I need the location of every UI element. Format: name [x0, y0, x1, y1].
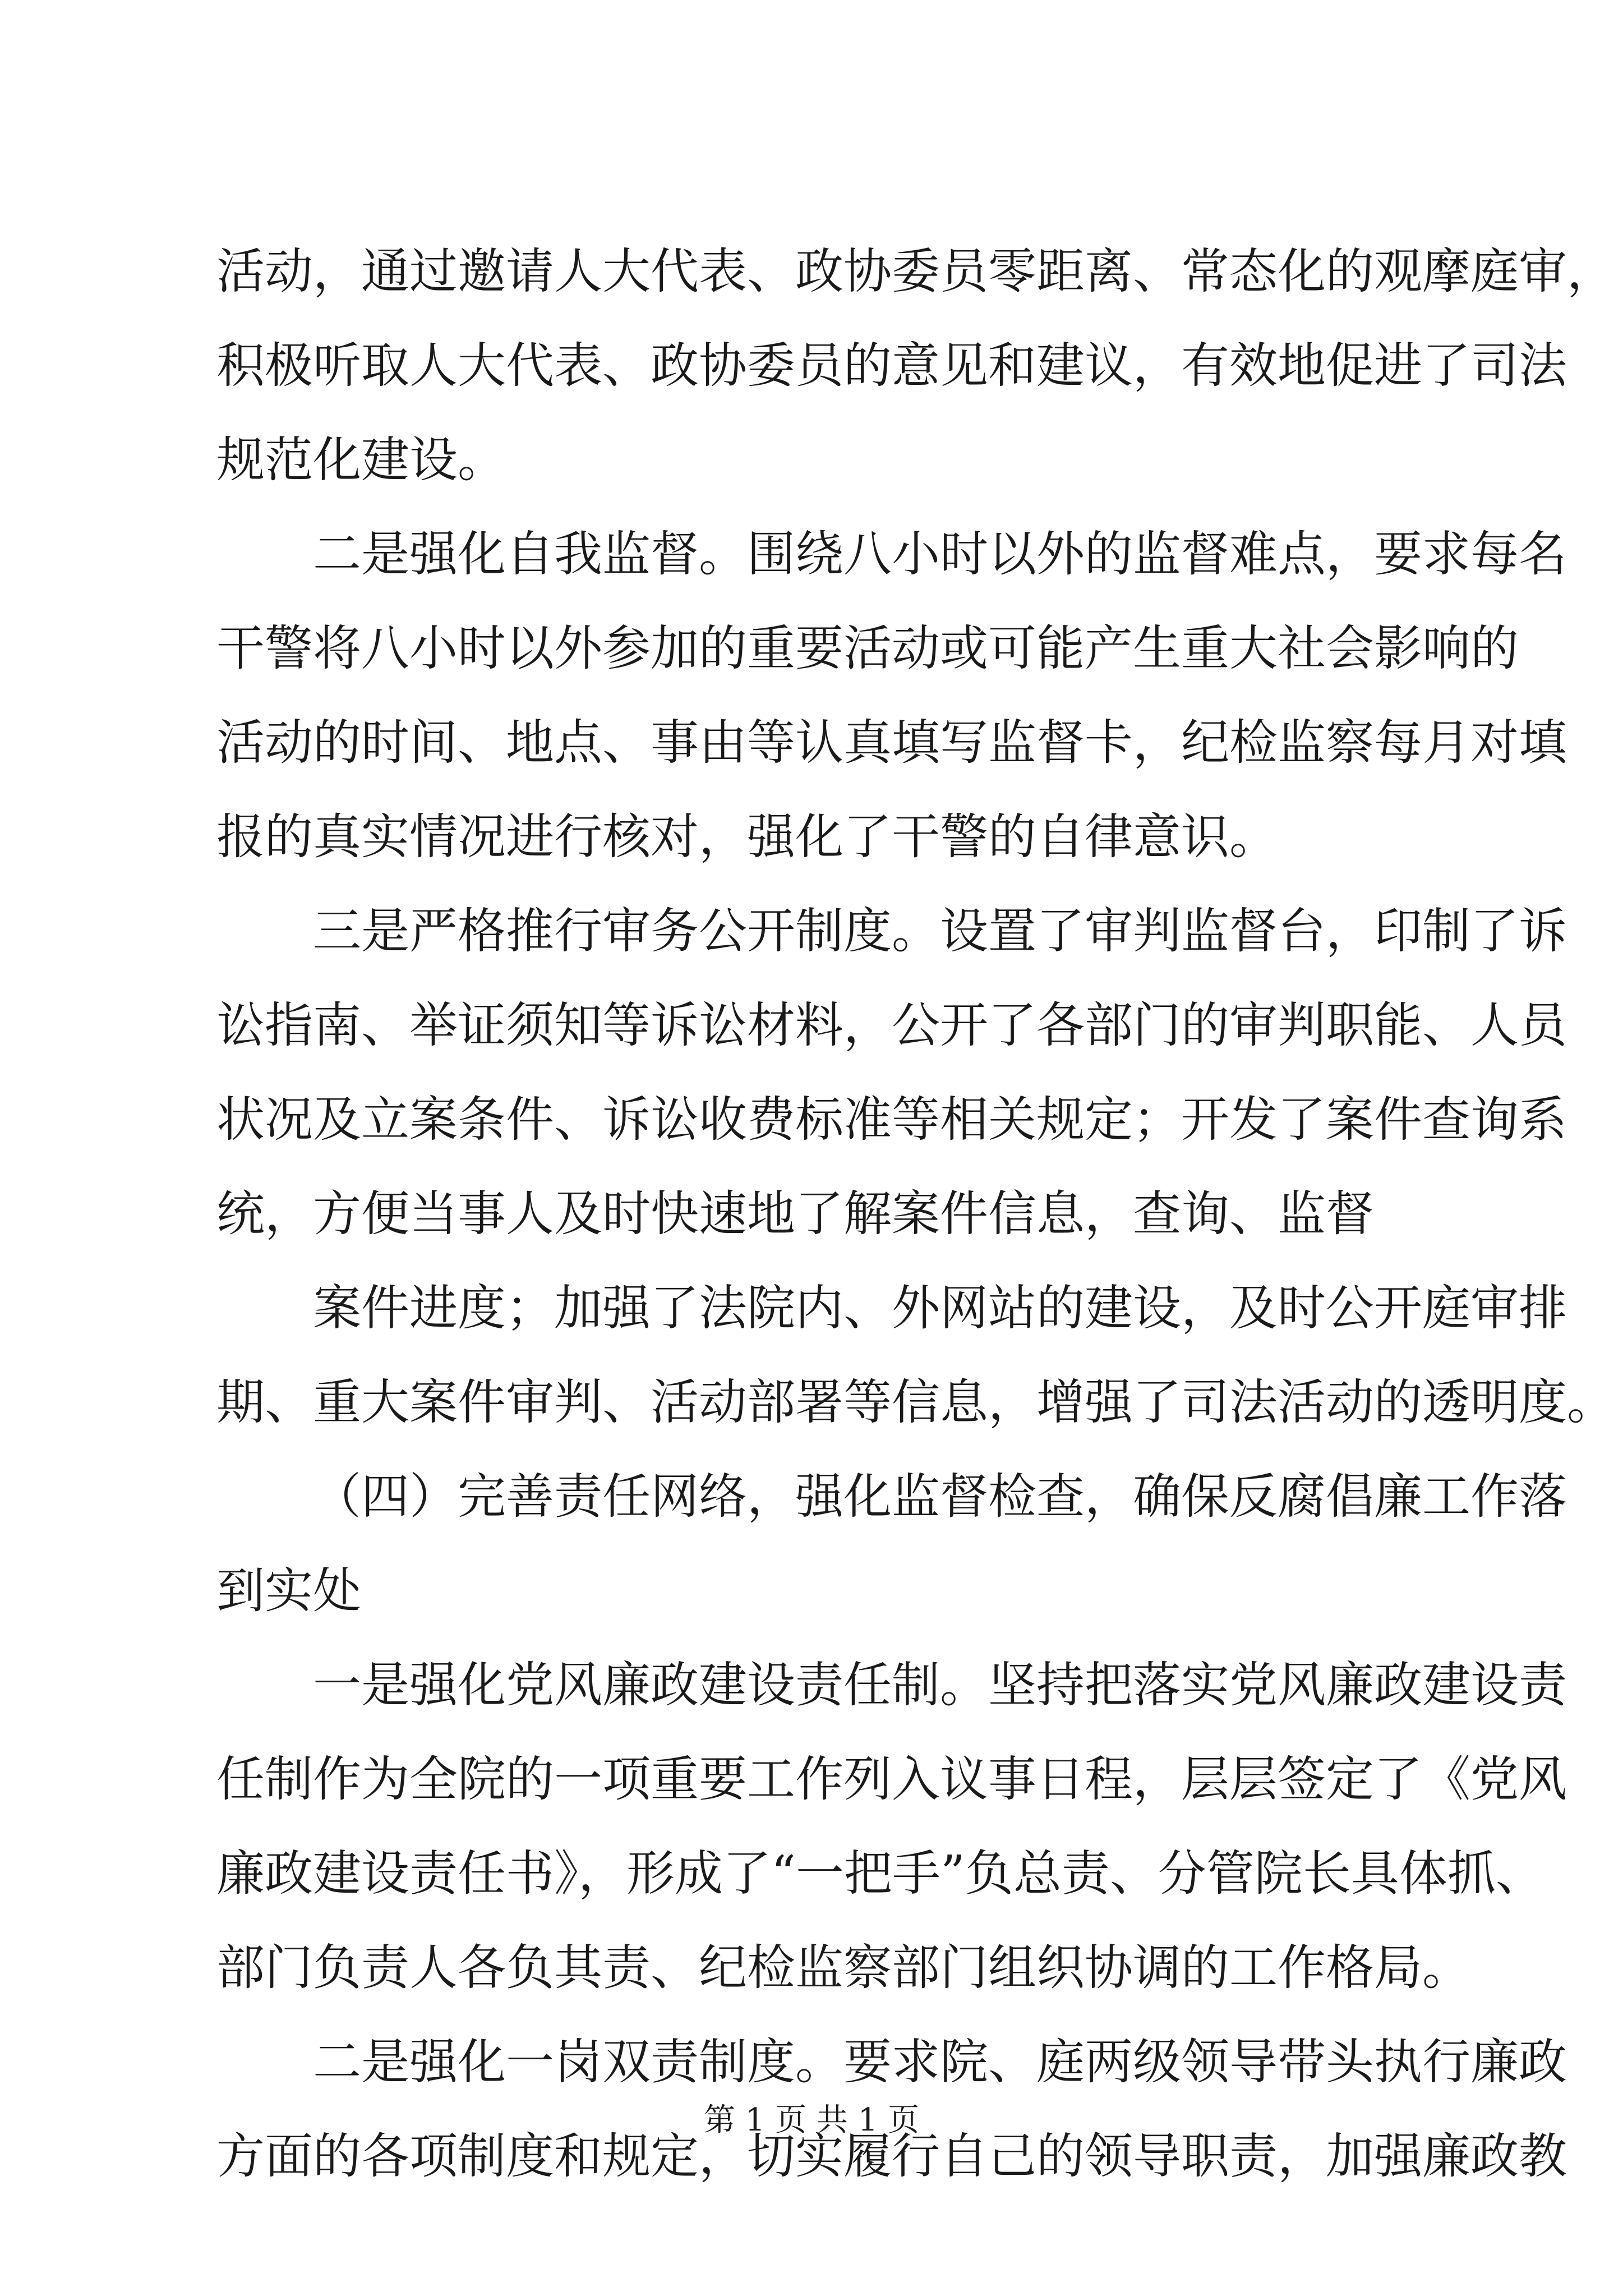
text-line: 报的真实情况进行核对，强化了干警的自律意识。: [216, 809, 1278, 865]
text-line: 方面的各项制度和规定，切实履行自己的领导职责，加强廉政教: [216, 2128, 1567, 2184]
text-line: 统，方便当事人及时快速地了解案件信息，查询、监督: [216, 1186, 1374, 1242]
section-heading-continued: 到实处: [216, 1563, 361, 1619]
text-line: 案件进度；加强了法院内、外网站的建设，及时公开庭审排: [313, 1280, 1567, 1336]
text-line: 一是强化党风廉政建设责任制。坚持把落实党风廉政建设责: [313, 1657, 1567, 1713]
page-footer: [0, 2098, 1623, 2143]
text-line: 部门负责人各负其责、纪检监察部门组织协调的工作格局。: [216, 1940, 1470, 1996]
text-line: 任制作为全院的一项重要工作列入议事日程，层层签定了《党风: [216, 1751, 1567, 1807]
text-line: 讼指南、举证须知等诉讼材料，公开了各部门的审判职能、人员: [216, 997, 1567, 1053]
text-line: 状况及立案条件、诉讼收费标准等相关规定；开发了案件查询系: [216, 1092, 1567, 1148]
document-body: [216, 224, 1615, 2203]
text-line: 规范化建设。: [216, 432, 506, 488]
text-line: 干警将八小时以外参加的重要活动或可能产生重大社会影响的: [216, 620, 1519, 677]
page-number-label: 第 1 页 共 1 页: [703, 2102, 920, 2138]
text-line: 二是强化自我监督。围绕八小时以外的监督难点，要求每名: [313, 526, 1567, 582]
text-line: 三是严格推行审务公开制度。设置了审判监督台，印制了诉: [313, 903, 1567, 959]
text-line: 二是强化一岗双责制度。要求院、庭两级领导带头执行廉政: [313, 2034, 1567, 2090]
text-line: 积极听取人大代表、政协委员的意见和建议，有效地促进了司法: [216, 338, 1567, 394]
text-line: 活动的时间、地点、事由等认真填写监督卡，纪检监察每月对填: [216, 715, 1567, 771]
text-line: 期、重大案件审判、活动部署等信息，增强了司法活动的透明度。: [216, 1374, 1615, 1430]
text-line: 活动，通过邀请人大代表、政协委员零距离、常态化的观摩庭审，: [216, 243, 1615, 300]
text-line: 廉政建设责任书》，形成了“一把手”负总责、分管院长具体抓、: [216, 1846, 1544, 1902]
section-heading: （四）完善责任网络，强化监督检查，确保反腐倡廉工作落: [313, 1469, 1567, 1525]
